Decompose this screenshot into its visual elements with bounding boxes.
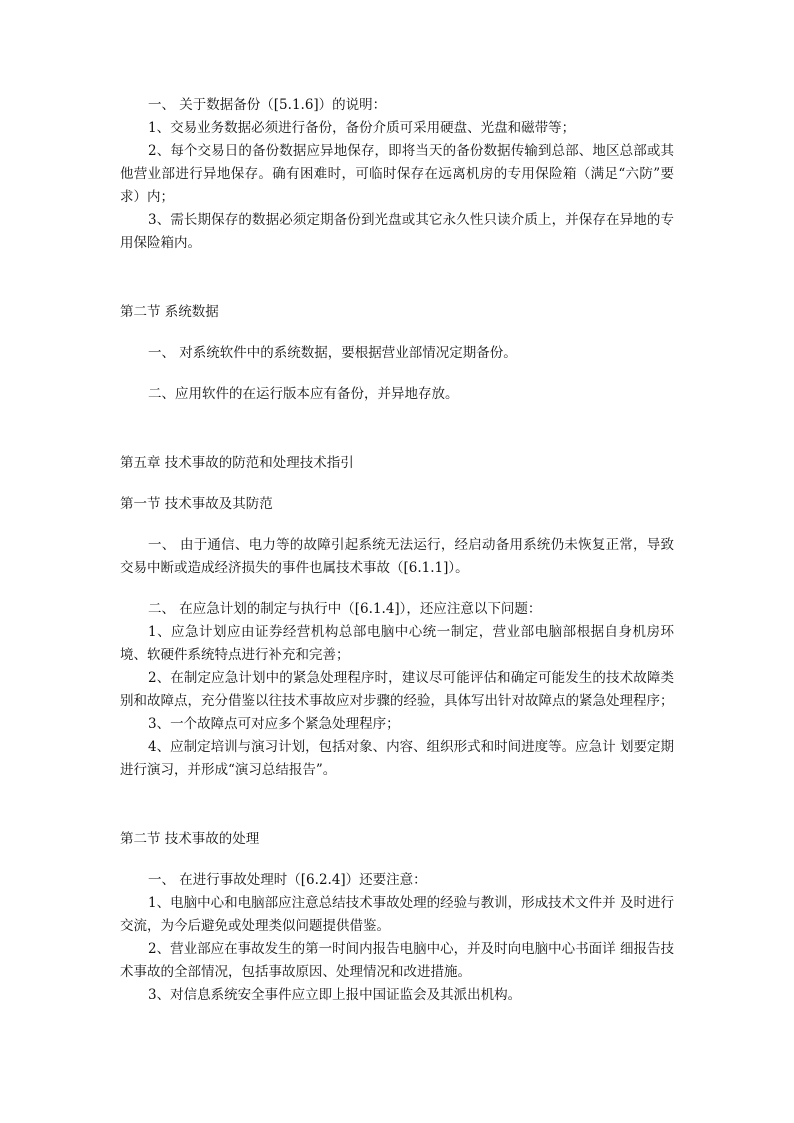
paragraph: 3、对信息系统安全事件应立即上报中国证监会及其派出机构。 xyxy=(148,987,522,1003)
paragraph: 一、 在进行事故处理时（[6.2.4]）还要注意： xyxy=(148,872,427,888)
section-heading: 第二节 技术事故的处理 xyxy=(120,831,260,847)
paragraph: 2、在制定应急计划中的紧急处理程序时，建议尽可能评估和确定可能发生的技术故障类别和故障点，充分借鉴以往技术事故应对步骤的经验，具体写出针对故障点的紧急处理程序； xyxy=(120,670,674,709)
paragraph: 二、 在应急计划的制定与执行中（[6.1.4]），还应注意以下问题： xyxy=(148,601,542,617)
paragraph: 一、 由于通信、电力等的故障引起系统无法运行，经启动备用系统仍未恢复正常，导致交易中断或造成经济损失的事件也属技术事故（[6.1.1]）。 xyxy=(120,537,674,576)
paragraph: 1、交易业务数据必须进行备份，备份介质可采用硬盘、光盘和磁带等； xyxy=(148,120,576,136)
document-page xyxy=(120,94,674,1007)
paragraph: 3、需长期保存的数据必须定期备份到光盘或其它永久性只读介质上，并保存在异地的专用保险箱内。 xyxy=(120,212,674,251)
paragraph: 1、电脑中心和电脑部应注意总结技术事故处理的经验与教训，形成技术文件并 及时进行交流，为今后避免或处理类似问题提供借鉴。 xyxy=(120,895,674,934)
section-heading: 第一节 技术事故及其防范 xyxy=(120,496,273,512)
paragraph: 2、营业部应在事故发生的第一时间内报告电脑中心，并及时向电脑中心书面详 细报告技术事故的全部情况，包括事故原因、处理情况和改进措施。 xyxy=(120,941,674,980)
paragraph: 4、应制定培训与演习计划，包括对象、内容、组织形式和时间进度等。应急计 划要定期进行演习，并形成“演习总结报告”。 xyxy=(120,739,674,778)
paragraph: 3、一个故障点可对应多个紧急处理程序； xyxy=(148,716,400,732)
data-backup-title: 一、 关于数据备份（[5.1.6]）的说明： xyxy=(148,97,387,113)
section-heading: 第二节 系统数据 xyxy=(120,304,219,320)
paragraph: 二、应用软件的在运行版本应有备份，并异地存放。 xyxy=(148,386,459,402)
chapter-heading: 第五章 技术事故的防范和处理技术指引 xyxy=(120,455,354,471)
paragraph: 一、 对系统软件中的系统数据，要根据营业部情况定期备份。 xyxy=(148,345,517,361)
paragraph: 2、每个交易日的备份数据应异地保存，即将当天的备份数据传输到总部、地区总部或其他营业部进行异地保存。确有困难时，可临时保存在远离机房的专用保险箱（满足“六防”要求）内； xyxy=(120,143,674,205)
paragraph: 1、应急计划应由证券经营机构总部电脑中心统一制定，营业部电脑部根据自身机房环境、软硬件系统特点进行补充和完善； xyxy=(120,624,674,663)
